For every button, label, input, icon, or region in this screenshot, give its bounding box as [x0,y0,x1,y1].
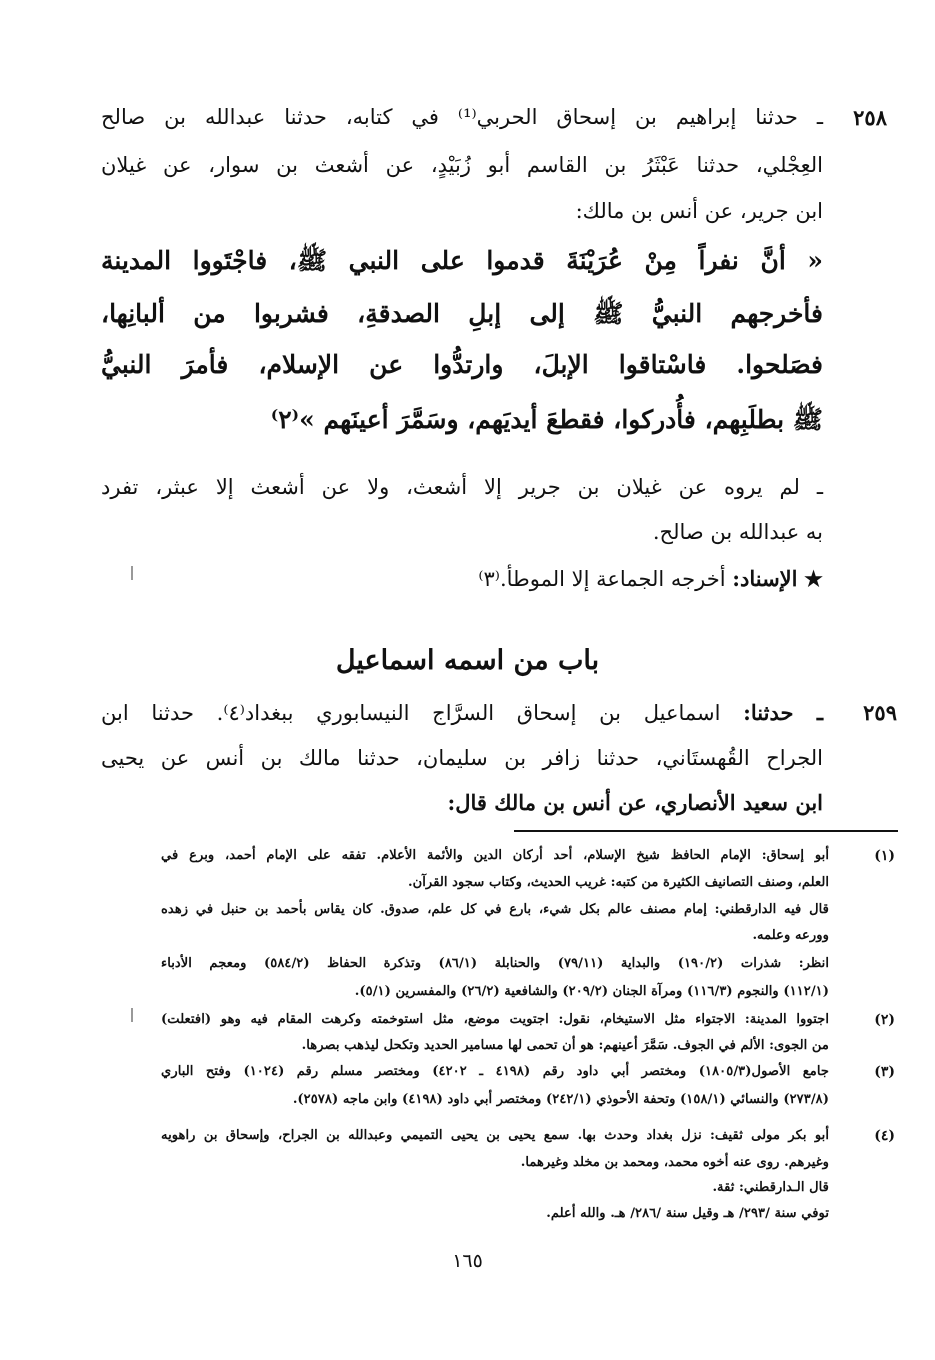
entry-text: اسماعيل بن إسحاق السرَّاج النيسابوري ببغداد⁽٤⁾. حدثنا ابن [101,701,721,725]
footnote-line: جامع الأصول(١٨٠٥/٣) ومختصر أبي داود رقم (٤١٩٨ ـ ٤٢٠٢) ومختصر مسلم رقم (١٠٢٤) وفتح الباري [161,1064,829,1079]
footnote-line: وورعه وعلمه. [752,928,829,943]
footnote-line: (٢٧٣/٨) والنسائي (١٥٨/١) وتحفة الأحوذي (٢٤٢/١) ومختصر أبي داود (٤١٩٨) وابن ماجه (٢٥٧٨). [292,1092,829,1107]
scan-mark [131,1008,133,1022]
entry-line: ابن سعيد الأنصاري، عن أنس بن مالك قال: [447,790,823,815]
entry-line: ـ حدثنا إبراهيم بن إسحاق الحربي⁽¹⁾ في كتابه، حدثنا عبدالله بن صالح [101,105,823,129]
hadith-line: « أنَّ نفراً مِنْ عُرَيْنَةَ قدموا على النبي ﷺ، فاجْتَووا المدينة [101,246,823,275]
footnote-separator [514,830,898,832]
footnote-line: العلم، وصنف التصانيف الكثيرة من كتبه: غريب الحديث، وكتاب سجود القرآن. [407,875,829,890]
hadith-line: فصَلحوا. فاسْتاقوا الإبلَ، وارتدُّوا عن الإسلام، فأمرَ النبيُّ [101,350,823,379]
footnote-line: (١١٢/١) والنجوم (١١٦/٣) ومرآة الجنان (٢٠٩/٢) والشافعية (٢٦/٢) والمفسرين (٥/١). [354,984,829,999]
footnote-line: أبو إسحاق: الإمام الحافظ شيخ الإسلام، أحد أركان الدين والأئمة الأعلام. تفقه على الإمام أحمد، وبرع في [161,848,829,863]
entry-number: ٢٥٨ [853,105,887,130]
entry-line: العِجْلي، حدثنا عَبْثَرُ بن القاسم أبو زُبَيْدٍ، عن أشعث بن سوار، عن غيلان [101,153,823,177]
note-line: به عبدالله بن صالح. [652,520,823,544]
footnote-line: اجتووا المدينة: الاجتواء مثل الاستيخام، نقول: اجتويت موضع، مثل استوخمته وكرهت المقام فيه وهو (افتعلت) [161,1012,829,1027]
scan-mark [131,566,133,580]
footnote-number: (٤) [874,1128,895,1144]
entry-line: ابن جرير، عن أنس بن مالك: [575,199,823,223]
footnote-line: انظر: شذرات (١٩٠/٢) والبداية (٧٩/١١) والحنابلة (٨٦/١) وتذكرة الحفاظ (٥٨٤/٢) ومعجم الأدباء [161,956,830,971]
isnad-text: أخرجه الجماعة إلا الموطأ.⁽٣⁾ [478,567,726,591]
footnote-number: (١) [874,848,895,864]
isnad-line [478,566,823,591]
star-icon: ★ [804,566,823,591]
hadith-line: ﷺ بطلَبِهم، فأُدركوا، فقطعَ أيديَهم، وسَمَّرَ أعينَهم »⁽٢⁾ [270,405,823,434]
note-line: ـ لم يروه عن غيلان بن جرير إلا أشعث، ولا عن أشعث إلا عبثر، تفرد [101,475,823,499]
entry-label: ـ حدثنا: [743,700,823,725]
page-number: ١٦٥ [452,1250,483,1272]
footnote-line: من الجوى: الألم في الجوف. سَمَّرَ أعينهم: هو أن تحمى لها مسامير الحديد وتكحل ليذهب بصرها. [301,1038,829,1053]
entry-line [101,700,823,725]
footnote-line: وغيرهم. روى عنه أخوه محمد، ومحمد بن مخلد وغيرهما. [520,1155,829,1170]
footnote-line: توفي سنة /٢٩٣/ هـ وقيل سنة /٢٨٦/ هـ. والله أعلم. [546,1206,829,1221]
entry-line: الجراح القُهستَاني، حدثنا زافر بن سليمان، حدثنا مالك بن أنس عن يحيى [101,746,823,770]
footnote-number: (٣) [874,1064,895,1080]
hadith-line: فأخرجهم النبيُّ ﷺ إلى إبلِ الصدقةِ، فشربوا من ألبانِها، [101,299,823,328]
isnad-label: الإسناد: [732,566,798,591]
footnote-line: قال الـدارقطني: ثقة. [712,1180,829,1195]
footnote-line: أبو بكر مولى ثقيف: نزل بغداد وحدث بها. سمع يحيى بن يحيى التميمي وعبدالله بن الجراح، وإسحاق بن راهويه [161,1128,829,1143]
footnote-line: قال فيه الدارقطني: إمام مصنف عالم بكل شيء، بارع في كل علم، صدوق. كان يقاس بأحمد بن حنبل في زهده [161,902,829,917]
footnote-number: (٢) [874,1012,895,1028]
entry-number: ٢٥٩ [863,700,897,725]
section-heading: باب من اسمه اسماعيل [335,645,600,676]
